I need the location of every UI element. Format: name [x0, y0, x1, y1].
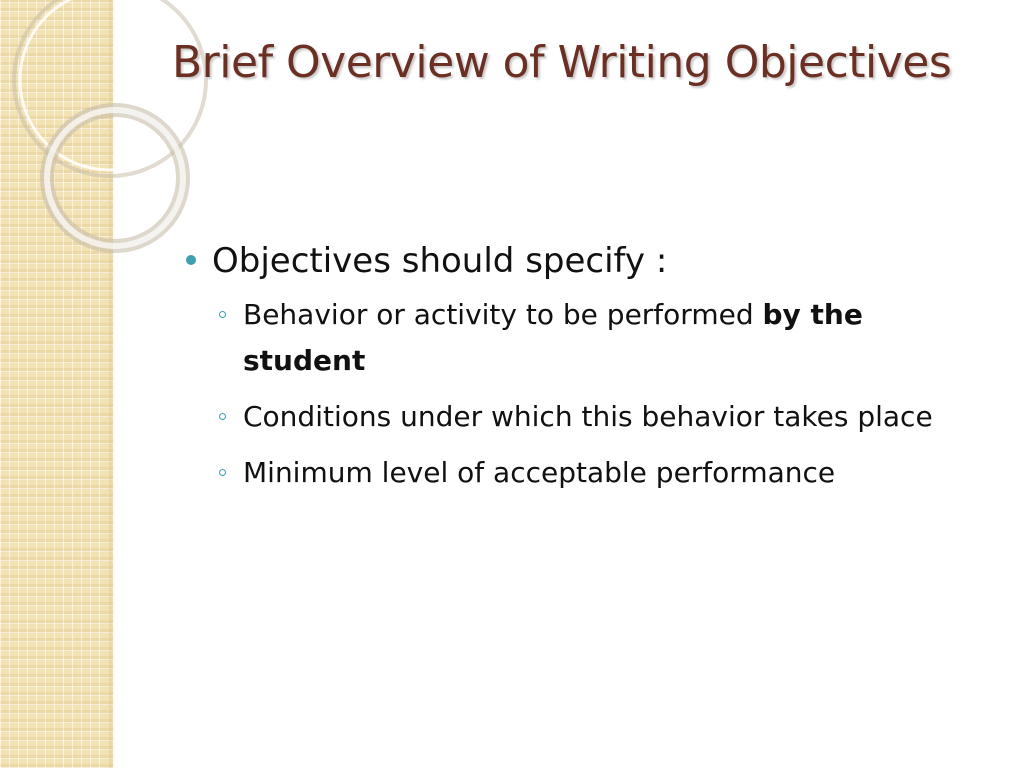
sub-bullet-item — [182, 394, 982, 440]
hollow-bullet-icon — [219, 311, 226, 318]
slide-title: Brief Overview of Writing Objectives — [172, 37, 952, 88]
hollow-bullet-icon — [219, 413, 226, 420]
sub-bullet-text: Minimum level of acceptable performance — [243, 456, 836, 489]
filled-bullet-icon — [186, 255, 196, 265]
decorative-rings — [0, 0, 140, 260]
sub-bullet-bold-text: by the student — [243, 298, 863, 377]
bullet-item — [182, 236, 982, 286]
bullet-text: Objectives should specify : — [212, 241, 668, 281]
slide-body — [182, 236, 982, 506]
hollow-bullet-icon — [219, 469, 226, 476]
sub-bullet-item — [182, 292, 982, 384]
sub-bullet-text: Behavior or activity to be performed — [243, 298, 763, 331]
sub-bullet-item — [182, 450, 982, 496]
sub-bullet-text: Conditions under which this behavior takes place — [243, 400, 933, 433]
